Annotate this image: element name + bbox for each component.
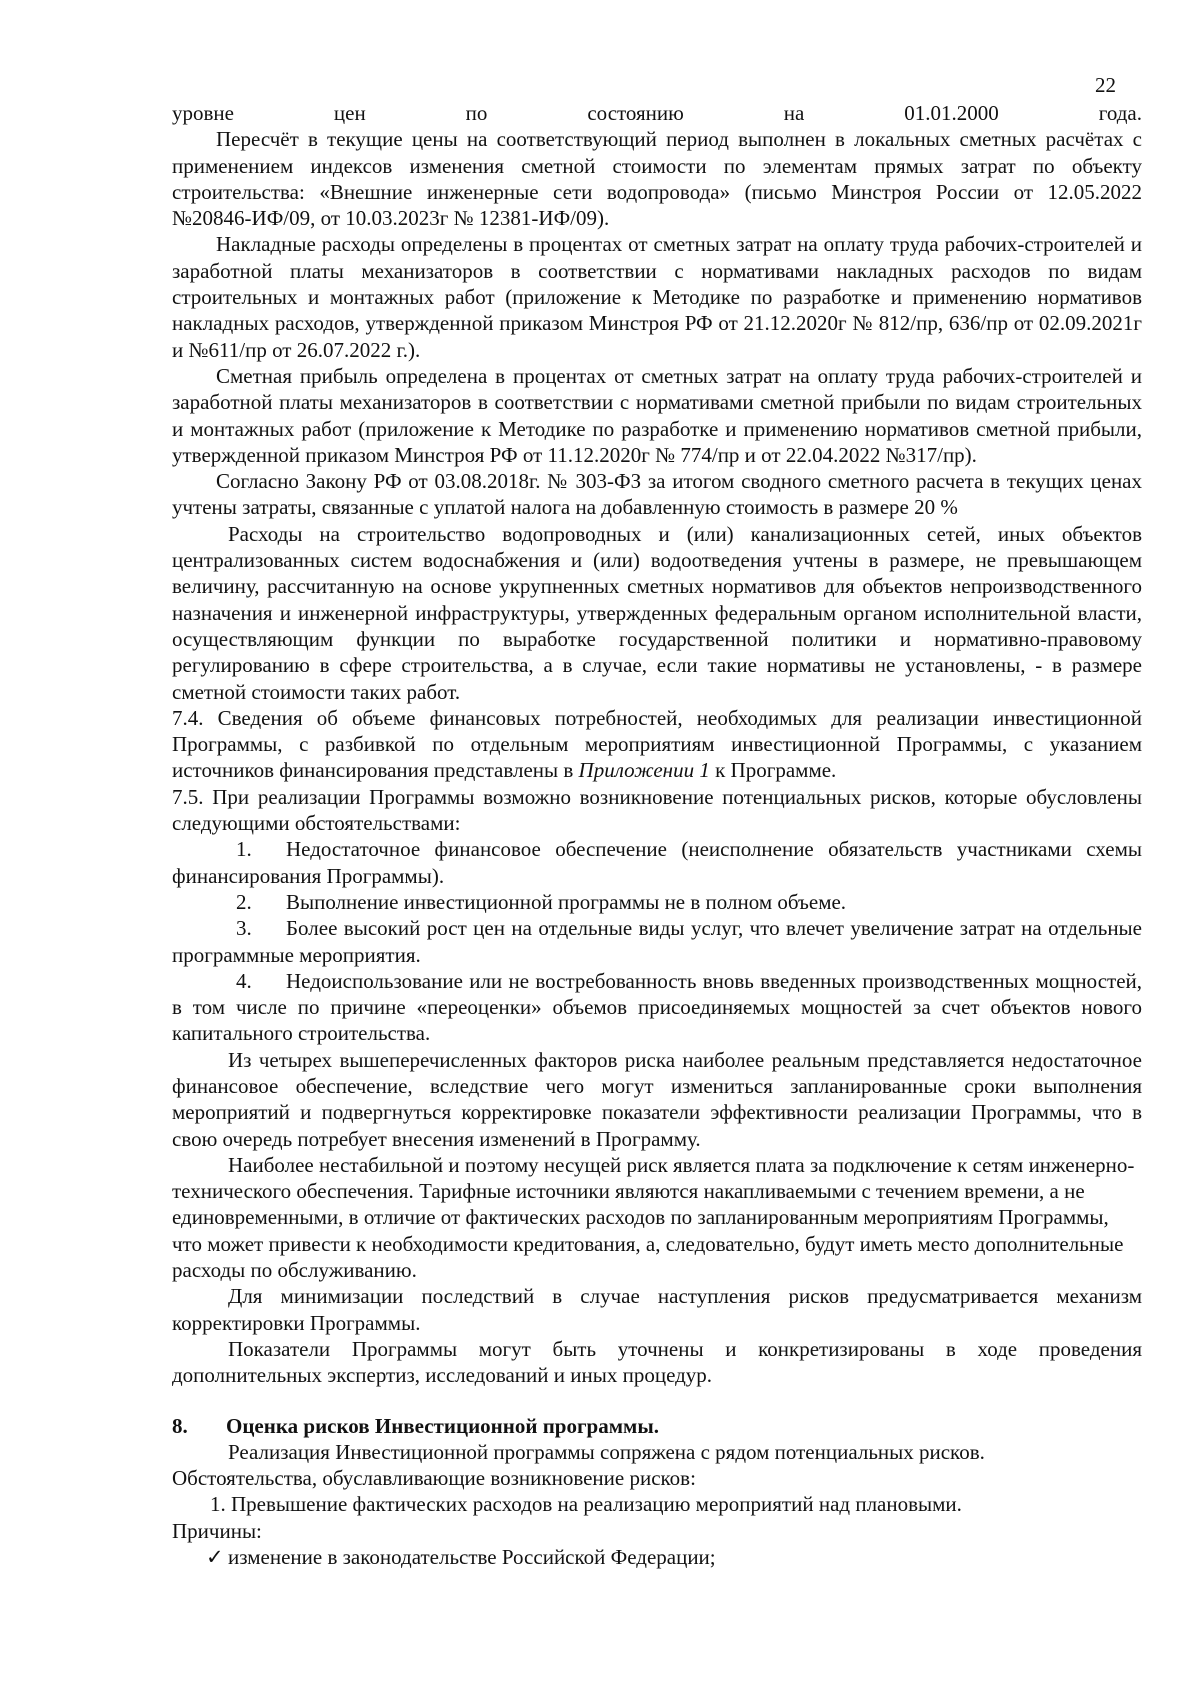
section-8-circumstances: Обстоятельства, обуславливающие возникновение рисков: bbox=[172, 1466, 696, 1491]
paragraph-risk-factors: Из четырех вышеперечисленных факторов риска наиболее реальным представляется недостаточное финансовое обеспечение, вследствие чего могут измениться запланированные сроки выполнения мероприятий и подвергнуться корректировке показатели эффективности реализации Программы, что в свою очередь потребует внесения изменений в Программу. bbox=[172, 1047, 1142, 1151]
risk-item-4 bbox=[172, 968, 1142, 1047]
risk-item-text: Выполнение инвестиционной программы не в полном объеме. bbox=[286, 889, 847, 914]
paragraph-indicators: Показатели Программы могут быть уточнены и конкретизированы в ходе проведения дополнительных экспертиз, исследований и иных процедур. bbox=[172, 1336, 1142, 1388]
risk-item-number: 1. bbox=[236, 837, 252, 862]
paragraph-7-4 bbox=[172, 705, 1142, 784]
appendix-reference: Приложении 1 bbox=[578, 758, 710, 783]
section-8-intro: Реализация Инвестиционной программы сопряжена с рядом потенциальных рисков. bbox=[228, 1439, 985, 1464]
checkmark-icon: ✓ bbox=[206, 1545, 224, 1570]
page-number: 22 bbox=[1095, 73, 1116, 97]
paragraph-recalculation: Пересчёт в текущие цены на соответствующий период выполнен в локальных сметных расчётах с применением индексов изменения сметной стоимости по элементам прямых затрат по объекту строительства: «Внешние инженерные сети водопровода» (письмо Минстроя России от 12.05.2022 №20846-ИФ/09, от 10.03.2023г № 12381-ИФ/09). bbox=[172, 127, 1142, 231]
paragraph-minimization: Для минимизации последствий в случае наступления рисков предусматривается механизм корректировки Программы. bbox=[172, 1284, 1142, 1335]
section-8-heading bbox=[172, 1413, 1142, 1439]
risk-item-number: 4. bbox=[236, 968, 252, 993]
paragraph-connection-fee: Наиболее нестабильной и поэтому несущей риск является плата за подключение к сетям инженерно-технического обеспечения. Тарифные источники являются накапливаемыми с течением времени, а не единовременными, в отличие от фактических расходов по запланированным мероприятиям Программы, что может привести к необходимости кредитования, а, следовательно, будут иметь место дополнительные расходы по обслуживанию. bbox=[172, 1152, 1135, 1283]
risk-item-1 bbox=[172, 836, 1142, 889]
risk-item-number: 2. bbox=[236, 889, 252, 914]
paragraph-price-level: уровне цен по состоянию на 01.01.2000 года. bbox=[172, 101, 1142, 125]
paragraph-estimated-profit: Сметная прибыль определена в процентах от сметных затрат на оплату труда рабочих-строителей и заработной платы механизаторов в соответствии с нормативами сметной прибыли по видам строительных и монтажных работ (приложение к Методике по разработке и применению нормативов сметной прибыли, утвержденной приказом Минстроя РФ от 11.12.2020г № 774/пр и от 22.04.2022 №317/пр). bbox=[172, 363, 1142, 467]
section-8-item-1: 1. Превышение фактических расходов на реализацию мероприятий над плановыми. bbox=[210, 1492, 962, 1517]
section-8-number: 8. bbox=[172, 1413, 188, 1438]
document-body bbox=[172, 100, 1142, 1570]
reason-item-text: изменение в законодательстве Российской Федерации; bbox=[228, 1545, 716, 1570]
paragraph-7-4-tail: к Программе. bbox=[715, 758, 837, 783]
risk-item-text: Более высокий рост цен на отдельные виды услуг, что влечет увеличение затрат на отдельные программные мероприятия. bbox=[172, 916, 1142, 967]
reason-item-1 bbox=[172, 1544, 1142, 1570]
paragraph-vat: Согласно Закону РФ от 03.08.2018г. № 303-ФЗ за итогом сводного сметного расчета в текущих ценах учтены затраты, связанные с уплатой налога на добавленную стоимость в размере 20 % bbox=[172, 469, 1142, 520]
section-8-reasons-label: Причины: bbox=[172, 1518, 262, 1543]
paragraph-7-5: 7.5. При реализации Программы возможно возникновение потенциальных рисков, которые обусловлены следующими обстоятельствами: bbox=[172, 784, 1142, 836]
paragraph-overhead: Накладные расходы определены в процентах от сметных затрат на оплату труда рабочих-строителей и заработной платы механизаторов в соответствии с нормативами накладных расходов по видам строительных и монтажных работ (приложение к Методике по разработке и применению нормативов накладных расходов, утвержденной приказом Минстроя РФ от 21.12.2020г № 812/пр, 636/пр от 02.09.2021г и №611/пр от 26.07.2022 г.). bbox=[172, 232, 1142, 362]
risk-item-text: Недоиспользование или не востребованность вновь введенных производственных мощностей, в том числе по причине «переоценки» объемов присоединяемых мощностей за счет объектов нового капитального строительства. bbox=[172, 968, 1142, 1046]
risk-item-number: 3. bbox=[236, 916, 252, 941]
risk-item-text: Недостаточное финансовое обеспечение (неисполнение обязательств участниками схемы финансирования Программы). bbox=[172, 837, 1142, 888]
section-8-title: Оценка рисков Инвестиционной программы. bbox=[226, 1413, 659, 1438]
paragraph-construction-costs: Расходы на строительство водопроводных и (или) канализационных сетей, иных объектов централизованных систем водоснабжения и (или) водоотведения учтены в размере, не превышающем величину, рассчитанную на основе укрупненных сметных нормативов для объектов непроизводственного назначения и инженерной инфраструктуры, утвержденных федеральным органом исполнительной власти, осуществляющим функции по выработке государственной политики и нормативно-правовому регулированию в сфере строительства, а в случае, если такие нормативы не установлены, - в размере сметной стоимости таких работ. bbox=[172, 521, 1142, 704]
risk-item-2 bbox=[172, 889, 1142, 915]
risk-item-3 bbox=[172, 915, 1142, 968]
paragraph-7-4-text: 7.4. Сведения об объеме финансовых потребностей, необходимых для реализации инвестиционной Программы, с разбивкой по отдельным мероприятиям инвестиционной Программы, с указанием источников финансирования представлены в bbox=[172, 705, 1142, 783]
